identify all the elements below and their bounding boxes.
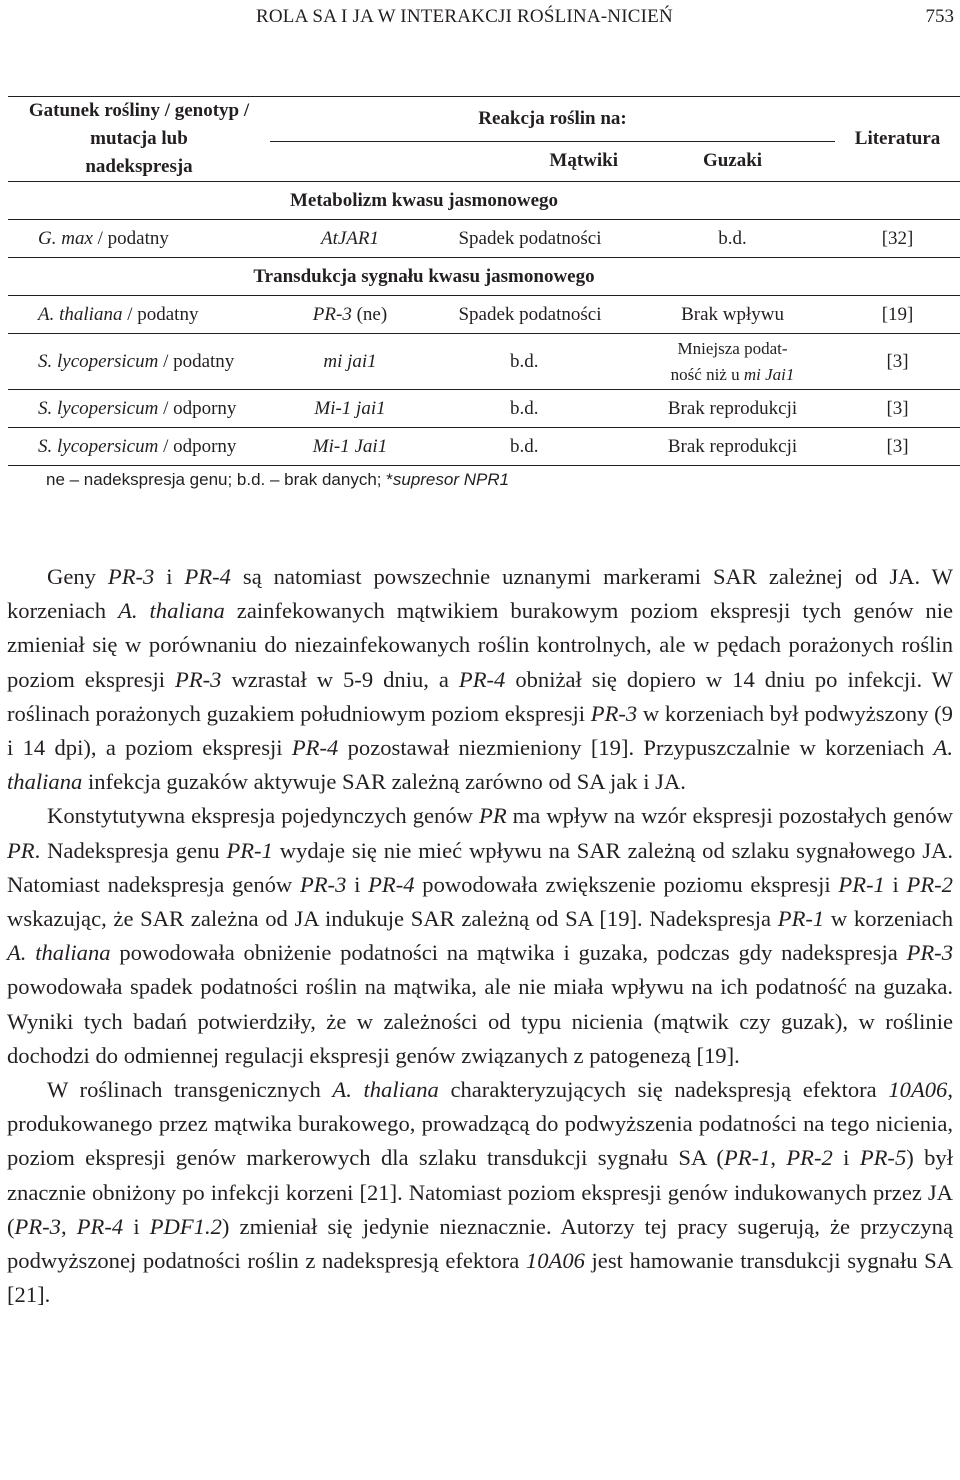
- col-header-nematodes: Mątwiki: [549, 150, 618, 172]
- cell-ref: [3]: [886, 350, 909, 372]
- cell-galls: Brak reprodukcji: [667, 397, 798, 419]
- data-table: [8, 96, 960, 490]
- cell-nematodes: Spadek podatności: [458, 227, 602, 249]
- col-header-galls: Guzaki: [702, 150, 763, 172]
- table-body: [8, 182, 960, 466]
- cell-genotype: AtJAR1: [320, 227, 380, 249]
- species-name: S. lycopersicum: [38, 350, 159, 372]
- running-header: [0, 6, 960, 32]
- species-name: G. max: [38, 227, 93, 249]
- section-title: Transdukcja sygnału kwasu jasmonowego: [253, 265, 595, 287]
- section-row: [8, 258, 960, 296]
- cell-genotype: PR-3 (ne): [312, 303, 388, 325]
- cell-genotype: mi jai1: [323, 350, 377, 372]
- species-name: S. lycopersicum: [38, 435, 159, 457]
- cell-nematodes: b.d.: [510, 350, 539, 372]
- cell-nematodes: b.d.: [510, 435, 539, 457]
- cell-galls: Brak reprodukcji: [667, 435, 798, 457]
- col-header-species: Gatunek rośliny / genotyp / mutacja lub nadekspresja: [28, 100, 250, 177]
- cell-species: S. lycopersicum / odporny: [38, 435, 237, 457]
- page-number: 753: [925, 6, 954, 27]
- cell-galls: b.d.: [718, 227, 747, 249]
- cell-ref: [32]: [881, 227, 914, 249]
- cell-galls: Brak wpływu: [681, 303, 784, 325]
- table-row: [8, 390, 960, 428]
- cell-species: A. thaliana / podatny: [38, 303, 199, 325]
- cell-nematodes: b.d.: [510, 397, 539, 419]
- cell-nematodes: Spadek podatności: [458, 303, 602, 325]
- cell-ref: [3]: [886, 397, 909, 419]
- col-header-reaction: Reakcja roślin na:: [270, 97, 835, 142]
- section-title: Metabolizm kwasu jasmonowego: [289, 189, 559, 211]
- table-row: [8, 334, 960, 390]
- cell-genotype: Mi-1 Jai1: [312, 435, 388, 457]
- col-header-literature: Literatura: [854, 128, 941, 149]
- table-row: [8, 296, 960, 334]
- cell-species: G. max / podatny: [38, 227, 169, 249]
- cell-ref: [19]: [881, 303, 914, 325]
- cell-species: S. lycopersicum / odporny: [38, 397, 237, 419]
- paragraph: W roślinach transgenicznych A. thaliana charakteryzujących się nadekspresją efektora 10A06, produkowanego przez mątwika burakowego, prowadzącą do podwyższenia podatności na tego nicienia, poziom ekspresji genów markerowych dla szlaku transdukcji sygnału SA (PR-1, PR-2 i PR-5) był znacznie obniżony po infekcji korzeni [21]. Natomiast poziom ekspresji genów indukowanych przez JA (PR-3, PR-4 i PDF1.2) zmieniał się jedynie nieznacznie. Autorzy tej pracy sugerują, że przyczyną podwyższonej podatności roślin z nadekspresją efektora 10A06 jest hamowanie transdukcji sygnału SA [21].: [7, 1077, 954, 1308]
- table-footnote: ne – nadekspresja genu; b.d. – brak danych; *supresor NPR1: [46, 470, 510, 489]
- body-text: [7, 560, 953, 1312]
- cell-genotype: Mi-1 jai1: [314, 397, 386, 419]
- cell-galls: Mniejsza podat- ność niż u mi Jai1: [670, 338, 795, 384]
- table-row: [8, 220, 960, 258]
- paragraph: Konstytutywna ekspresja pojedynczych genów PR ma wpływ na wzór ekspresji pozostałych genów PR. Nadekspresja genu PR-1 wydaje się nie mieć wpływu na SAR zależną od szlaku sygnałowego JA. Natomiast nadekspresja genów PR-3 i PR-4 powodowała zwiększenie poziomu ekspresji PR-1 i PR-2 wskazując, że SAR zależna od JA indukuje SAR zależną od SA [19]. Nadekspresja PR-1 w korzeniach A. thaliana powodowała obniżenie podatności na mątwika i guzaka, podczas gdy nadekspresja PR-3 powodowała spadek podatności roślin na mątwika, ale nie miała wpływu na ich podatność na guzaka. Wyniki tych badań potwierdziły, że w zależności od typu nicienia (mątwik czy guzak), w roślinie dochodzi do odmiennej regulacji ekspresji genów związanych z patogenezą [19].: [7, 803, 954, 1068]
- species-name: A. thaliana: [38, 303, 123, 325]
- cell-ref: [3]: [886, 435, 909, 457]
- running-title: ROLA SA I JA W INTERAKCJI ROŚLINA-NICIEŃ: [256, 6, 673, 27]
- species-name: S. lycopersicum: [38, 397, 159, 419]
- section-row: [8, 182, 960, 220]
- paragraph: Geny PR-3 i PR-4 są natomiast powszechnie uznanymi markerami SAR zależnej od JA. W korzeniach A. thaliana zainfekowanych mątwikiem burakowym poziom ekspresji tych genów nie zmieniał się w porównaniu do niezainfekowanych roślin kontrolnych, ale w pędach porażonych roślin poziom ekspresji PR-3 wzrastał w 5-9 dniu, a PR-4 obniżał się dopiero w 14 dniu po infekcji. W roślinach porażonych guzakiem południowym poziom ekspresji PR-3 w korzeniach był podwyższony (9 i 14 dpi), a poziom ekspresji PR-4 pozostawał niezmieniony [19]. Przypuszczalnie w korzeniach A. thaliana infekcja guzaków aktywuje SAR zależną zarówno od SA jak i JA.: [7, 564, 954, 795]
- cell-species: S. lycopersicum / podatny: [38, 350, 235, 372]
- table-row: [8, 428, 960, 466]
